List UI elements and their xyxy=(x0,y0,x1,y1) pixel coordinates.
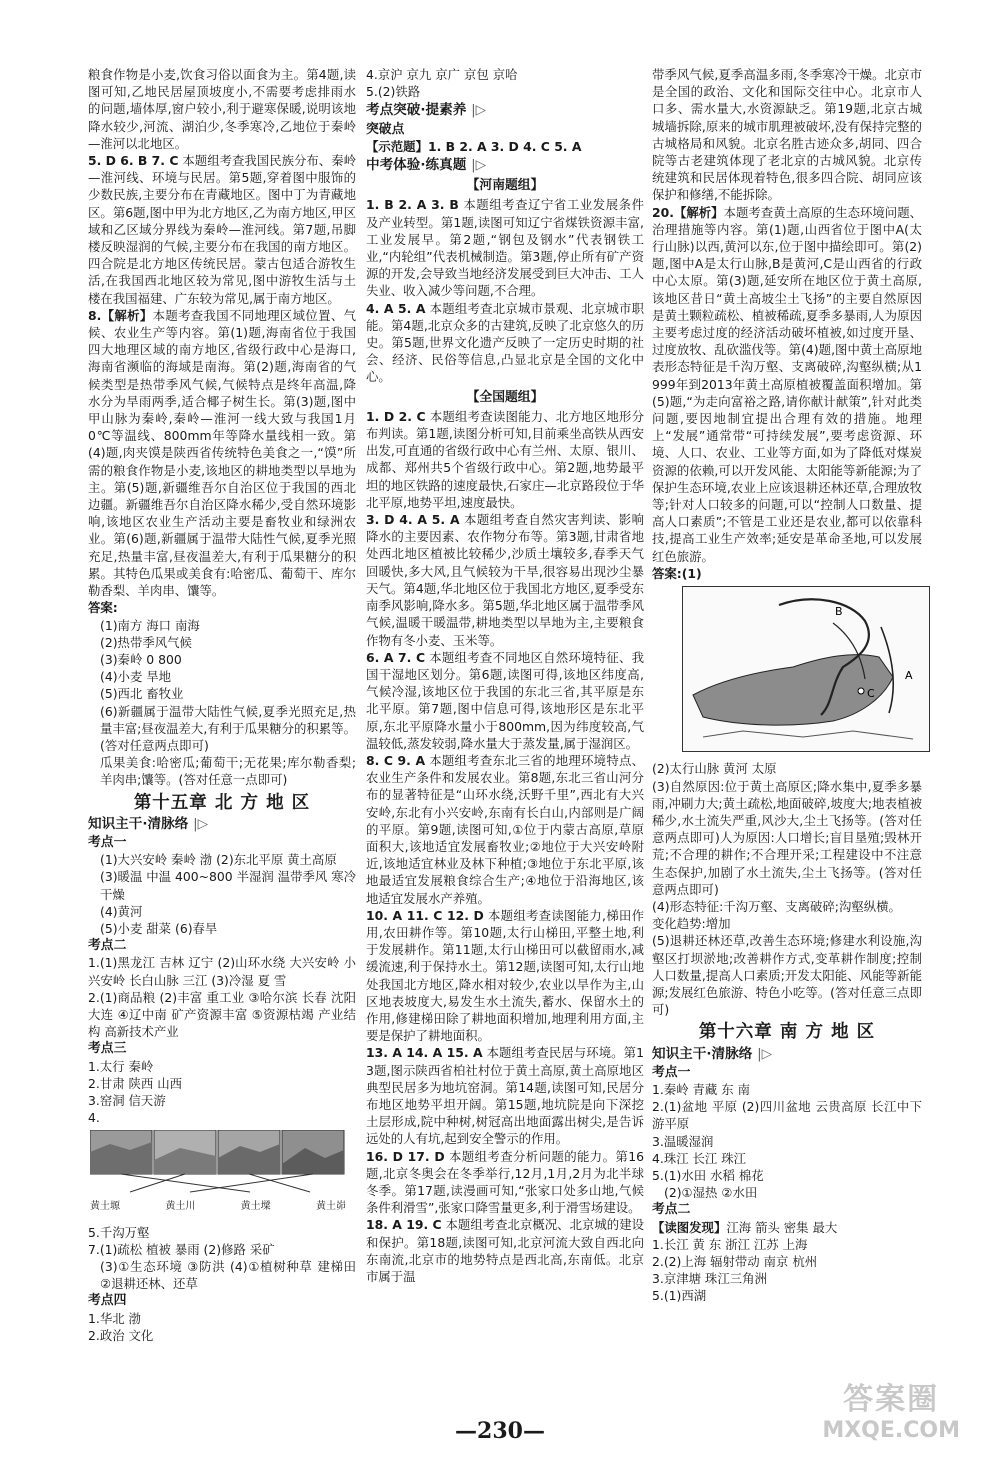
question-8 xyxy=(88,307,356,599)
photo-caption: 黄土墚 xyxy=(240,1201,271,1213)
list-item: 2.(1)商品粮 (2)丰富 重工业 ③哈尔滨 长春 沈阳 大连 ④辽中南 矿产资源丰富 ⑤资源枯竭 产业结构 高新技术产业 xyxy=(88,989,356,1040)
answer-line: (5)西北 畜牧业 xyxy=(100,686,184,702)
column-left xyxy=(88,66,356,1344)
map-label-a: A xyxy=(905,669,913,683)
column-right xyxy=(652,66,922,1305)
question-text: 本题组考查我国民族分布、秦岭—淮河线、环境与民居。第5题,穿着图中服饰的少数民族,主要分布在青藏地区。图中丁为青藏地区。第6题,图中甲为北方地区,乙为南方地区,甲区域和乙区域分界线为秦岭—淮河线。第7题,吊脚楼反映湿润的气候,主要分布在我国的南方地区。四合院是北方地区传统民居。蒙古包适合游牧生活,在我国西北地区较为常见,图中游牧生活与土楼在我国福建、广东较为常见,属于南方地区。 xyxy=(88,153,356,306)
answer-line: (6)新疆属于温带大陆性气候,夏季光照充足,热量丰富;昼夜温差大,有利于瓜果糖分的积累等。(答对任意两点即可) xyxy=(100,703,356,753)
list-item: 5.(2)铁路 xyxy=(366,84,421,100)
question-block: 1. D 2. C 本题组考查读图能力、北方地区地形分布判读。第1题,读图分析可知,目前乘坐高铁从西安出发,可直通的省级行政中心有兰州、太原、银川、成都、郑州共5个省级行政中心。第2题,地势最平坦的地区铁路的速度最快,石家庄—北京路段位于华北平原,地势平坦,速度最快。 xyxy=(366,408,644,510)
question-block: 3. D 4. A 5. A 本题组考查自然灾害判读、影响降水的主要因素、农作物分布等。第3题,甘肃省地处西北地区植被比较稀少,沙质土壤较多,春季天气回暖快,多大风,且气候较为干旱,很容易出现沙尘暴天气。第4题,华北地区位于我国北方地区,夏季受东南季风影响,降水多。第5题,华北地区属于温带季风气候,温暖干暖温带,耕地类型以旱地为主,主要粮食作物有冬小麦、玉米等。 xyxy=(366,512,644,648)
map-label-b: B xyxy=(835,605,843,619)
list-item: 2.政治 文化 xyxy=(88,1327,154,1343)
intro-paragraph: 粮食作物是小麦,饮食习俗以面食为主。第4题,读图可知,乙地民居屋顶坡度小,不需要考虑排雨水的问题,墙体厚,窗户较小,利于避寒保暖,说明该地降水较少,河流、湖泊少,冬季寒冷,乙地位于秦岭—淮河以北地区。 xyxy=(88,67,356,151)
list-item: 7.(1)疏松 植被 暴雨 (2)修路 采矿 xyxy=(88,1241,275,1257)
question-number: 5. D 6. B 7. C xyxy=(88,153,179,169)
list-item: 1.华北 渤 xyxy=(88,1310,141,1326)
kaodian-3: 考点三 xyxy=(88,1041,127,1057)
list-item: (3)暖温 中温 400~800 半湿润 温带季风 寒冷干燥 xyxy=(100,869,357,902)
answer-line: (4)形态特征:千沟万壑、支离破碎;沟壑纵横。 xyxy=(652,898,901,914)
map-label-c: C xyxy=(867,687,875,701)
kaodian-2: 考点二 xyxy=(88,938,127,954)
photo-caption: 黄土峁 xyxy=(315,1201,346,1213)
answer-line: (3)自然原因:位于黄土高原区;降水集中,夏季多暴雨,冲刷力大;黄土疏松,地面破碎,坡度大;地表植被稀少,水土流失严重,风沙大,尘土飞扬等。(答对任意两点即可)人为原因:人口增长;盲目垦殖;毁林开荒;不合理的耕作;不合理开采;工程建设中不注意生态保护,加剧了水土流失,尘土飞扬等。(答对任意两点即可) xyxy=(652,778,922,897)
answer-line: 瓜果美食:哈密瓜;葡萄干;无花果;库尔勒香梨;羊肉串;馕等。(答对任意一点即可) xyxy=(100,755,356,788)
photo-caption: 黄土塬 xyxy=(90,1201,120,1213)
kaodian-1: 考点一 xyxy=(88,834,127,850)
question-number: 8.【解析】 xyxy=(88,307,153,323)
tupodian-heading: 突破点 xyxy=(366,121,405,137)
kaodian-4: 考点四 xyxy=(88,1293,127,1309)
watermark xyxy=(822,1374,960,1443)
list-item: (3)①生态环境 ③防洪 (4)①植树种草 建梯田 ②退耕还林、还草 xyxy=(100,1259,356,1292)
question-text: 本题考查我国不同地理区域位置、气候、农业生产等内容。第(1)题,海南省位于我国四大地理区域的南方地区,省级行政中心是海口,海南省濒临的海域是南海。第(2)题,海南省的气候类型是热带季风气候,气候特点是终年高温,降水分为旱雨两季,适合椰子树生长。第(3)题,图中甲山脉为秦岭,秦岭—淮河一线大致与我国1月0℃等温线、800mm年等降水量线相一致。第(4)题,肉夹馍是陕西省传统特色美食之一,“馍”所需的粮食作物是小麦,该地区的耕地类型以旱地为主。第(5)题,新疆维吾尔自治区位于我国的西北边疆。新疆维吾尔自治区降水稀少,受自然环境影响,该地区农业生产活动主要是畜牧业和绿洲农业。第(6)题,新疆属于温带大陆性气候,夏季光照充足,热量丰富,昼夜温差大,有利于瓜果糖分的积累。其特色瓜果或美食有:哈密瓜、葡萄干、库尔勒香梨、羊肉串、馕等。 xyxy=(88,307,356,599)
group-henan: 【河南题组】 xyxy=(466,178,544,194)
page-number: —230— xyxy=(455,1418,545,1444)
loess-landform-photos xyxy=(90,1130,346,1215)
list-item: 3.温暖湿润 xyxy=(652,1133,714,1149)
answer-line: (5)退耕还林还草,改善生态环境;修建水利设施,沟壑区打坝淤地;改善耕作方式,变革耕作制度;控制人口数量,提高人口素质;开发太阳能、风能等新能源;发展红色旅游、特色小吃等。(答对任意三点即可) xyxy=(652,933,922,1018)
question-block: 4. A 5. A 本题组考查北京城市景观、北京城市职能。第4题,北京众多的古建筑,反映了北京悠久的历史。第5题,世界文化遗产反映了一定历史时期的社会、经济、民俗等信息,凸显北京是全国的文化中心。 xyxy=(366,300,644,385)
list-item: 1.秦岭 青藏 东 南 xyxy=(652,1081,750,1097)
question-block: 10. A 11. C 12. D 本题组考查读图能力,梯田作用,农田耕作等。第10题,太行山梯田,平整土地,利于发展耕作。第11题,太行山梯田可以截留雨水,减缓流速,利于保持水土。第12题,读图可知,太行山地处我国北方地区,降水相对较少,农业以旱作为主,山区地表坡度大,易发生水土流失,蓄水、保留水土的作用,修建梯田除了耕地面积增加,地理利用方面,主要是保护了耕地面积。 xyxy=(366,907,644,1044)
watermark-url: MXQE.COM xyxy=(822,1418,960,1443)
list-item: 2.(2)上海 辐射带动 南京 杭州 xyxy=(652,1253,818,1269)
list-item: (4)黄河 xyxy=(100,903,143,919)
list-item: 4.珠江 长江 珠江 xyxy=(652,1150,747,1166)
section-heading: 考点突破·提素养 |▷ xyxy=(366,102,487,119)
taiyuan-point xyxy=(858,688,864,694)
list-item: 1.太行 秦岭 xyxy=(88,1058,154,1074)
chapter-15-title: 第十五章 北 方 地 区 xyxy=(133,792,311,813)
watermark-logo: 答案圈 xyxy=(843,1382,940,1417)
dutu-faxian: 【读图发现】江海 箭头 密集 最大 xyxy=(652,1219,838,1235)
shifan-answers: 【示范题】1. B 2. A 3. D 4. C 5. A xyxy=(366,138,582,154)
list-item: 2.(1)盆地 平原 (2)四川盆地 云贵高原 长江中下游平原 xyxy=(652,1099,922,1132)
question-block: 6. A 7. C 本题组考查不同地区自然环境特征、我国干湿地区划分。第6题,读图可得,该地区纬度高,气候冷湿,该地区位于我国的东北三省,其平原是东北平原。第7题,图中信息可得,该地形区是东北平原,东北平原降水量小于800mm,因为纬度较高,气温较低,蒸发较弱,降水量大于蒸发量,属于湿润区。 xyxy=(366,649,645,751)
list-item: 2.甘肃 陕西 山西 xyxy=(88,1075,183,1091)
kaodian-2: 考点二 xyxy=(652,1202,691,1218)
list-item: 3.京津塘 珠江三角洲 xyxy=(652,1271,767,1287)
photo-caption: 黄土川 xyxy=(165,1201,196,1213)
list-item: 5.(1)水田 水稻 棉花 xyxy=(652,1167,764,1183)
question-20: 20.【解析】本题考查黄土高原的生态环境问题、治理措施等内容。第(1)题,山西省位于图中A(太行山脉)以西,黄河以东,位于图中描绘即可。第(2)题,图中A是太行山脉,B是黄河,C是山西省的行政中心太原。第(3)题,延安所在地区位于黄土高原,该地区昔日“黄土高坡尘土飞扬”的主要自然原因是黄土颗粒疏松、植被稀疏,夏季多暴雨,人为原因主要考虑过度的经济活动破坏植被,如过度开垦、过度放牧、乱砍滥伐等。第(4)题,图中黄土高原地表形态特征是千沟万壑、支离破碎,沟壑纵横;从1999年到2013年黄土高原植被覆盖面积增加。第(5)题,“为走向富裕之路,请你献计献策”,针对此类问题,要因地制宜提出合理有效的措施。地理上“发展”通常带“可持续发展”,要考虑资源、环境、人口、农业、工业等方面,如为了降低对煤炭资源的依赖,可以开发风能、太阳能等新能源;为了保护生态环境,农业上应该退耕还林还草,合理放牧等;针对人口较多的问题,可以“控制人口数量、提高人口素质”;不管是工业还是农业,都可以依靠科技,提高工业生产效率;延安是革命圣地,可以发展红色旅游。 xyxy=(652,204,923,564)
list-item: 3.窑洞 信天游 xyxy=(88,1092,166,1108)
answer-label: 答案:(1) xyxy=(652,565,702,581)
list-item: (5)小麦 甜菜 (6)春旱 xyxy=(100,920,218,936)
list-item: (1)大兴安岭 秦岭 渤 (2)东北平原 黄土高原 xyxy=(100,852,337,868)
section-heading: 知识主干·清脉络 |▷ xyxy=(652,1045,773,1062)
question-block: 16. D 17. D 本题组考查分析问题的能力。第16题,北京冬奥会在冬季举行,12月,1月,2月为北半球冬季。第17题,读漫画可知,“张家口处多山地,气候条件利滑雪”,张家口降雪量更多,利于滑雪场建设。 xyxy=(366,1148,644,1216)
section-heading: 知识主干·清脉络 |▷ xyxy=(88,815,209,832)
kaodian-1: 考点一 xyxy=(652,1064,691,1080)
question-block: 18. A 19. C 本题组考查北京概况、北京城的建设和保护。第18题,读图可知,北京河流大致自西北向东南流,北京市的地势特点是西北高,东南低。北京市属于温 xyxy=(366,1217,644,1285)
list-item: 1.长江 黄 东 浙江 江苏 上海 xyxy=(652,1236,808,1252)
list-item: 5.(1)西湖 xyxy=(652,1288,707,1304)
question-block: 13. A 14. A 15. A 本题组考查民居与环境。第13题,图示陕西省柏社村位于黄土高原,黄土高原地区典型民居多为地坑窑洞。第14题,读图可知,民居分布地区地势平坦开阔。第15题,地坑院是向下深挖土层形成,院中种树,树冠高出地面露出树尖,是告诉远处的人有坑,起到安全警示的作用。 xyxy=(366,1045,644,1147)
chapter-16-title: 第十六章 南 方 地 区 xyxy=(698,1022,876,1043)
column-middle xyxy=(366,66,644,1285)
answer-line: (4)小麦 旱地 xyxy=(100,669,172,685)
photo-captions xyxy=(90,1198,346,1215)
list-item: 5.千沟万壑 xyxy=(88,1224,150,1240)
list-item: 4. xyxy=(88,1110,100,1126)
answer-line: 变化趋势:增加 xyxy=(652,916,731,932)
list-item: 4.京沪 京九 京广 京包 京哈 xyxy=(366,67,518,82)
question-block: 1. B 2. A 3. B 本题组考查辽宁省工业发展条件及产业转型。第1题,读图可知辽宁省煤铁资源丰富,工业发展早。第2题,“钢包及钢水”代表钢铁工业,“内轮组”代表机械制造。第3题,停止所有矿产资源的开发,会导致当地经济发展受到巨大冲击、工人失业、收入减少等问题,不合理。 xyxy=(366,197,644,299)
question-5-7 xyxy=(88,152,356,307)
answer-label: 答案: xyxy=(88,600,118,616)
answer-line: (1)南方 海口 南海 xyxy=(100,617,200,633)
answer-line: (3)秦岭 0 800 xyxy=(100,651,182,667)
list-item: (2)①湿热 ②水田 xyxy=(664,1185,758,1201)
continued-paragraph: 带季风气候,夏季高温多雨,冬季寒冷干燥。北京市是全国的政治、文化和国际交往中心。北京市人口多、需水量大,水资源缺乏。第19题,北京古城城墙拆除,原来的城市肌理被破坏,没有保持完整的古城格局和风貌。北京名胜古迹众多,胡同、四合院等古老建筑体现了老北京的古城风貌。北京传统建筑和民居体现着特色,很多四合院、胡同应该保护和修缮,不能拆除。 xyxy=(652,67,922,203)
list-item: 1.(1)黑龙江 吉林 辽宁 (2)山环水绕 大兴安岭 小兴安岭 长白山脉 三江 (3)冷湿 夏 雪 xyxy=(88,955,356,988)
question-block: 8. C 9. A 本题组考查东北三省的地理环境特点、农业生产条件和发展农业。第8题,东北三省山河分布的显著特征是“山环水绕,沃野千里”,西北有大兴安岭,东北有小兴安岭,东南有长白山,内部则是广阔的平原。第9题,读图可知,①位于内蒙古高原,草原面积大,该地适宜发展畜牧业;②地位于大兴安岭附近,该地适宜林业及林下种植;③地位于东北平原,该地最适宜发展粮食综合生产;④地位于沿海地区,该地适宜发展水产养殖。 xyxy=(366,752,645,906)
group-quanguo: 【全国题组】 xyxy=(466,389,544,405)
answer-line: (2)热带季风气候 xyxy=(100,634,192,650)
answer-line: (2)太行山脉 黄河 太原 xyxy=(652,761,777,777)
loess-plateau-map xyxy=(682,586,930,752)
section-heading: 中考体验·练真题 |▷ xyxy=(366,157,487,174)
